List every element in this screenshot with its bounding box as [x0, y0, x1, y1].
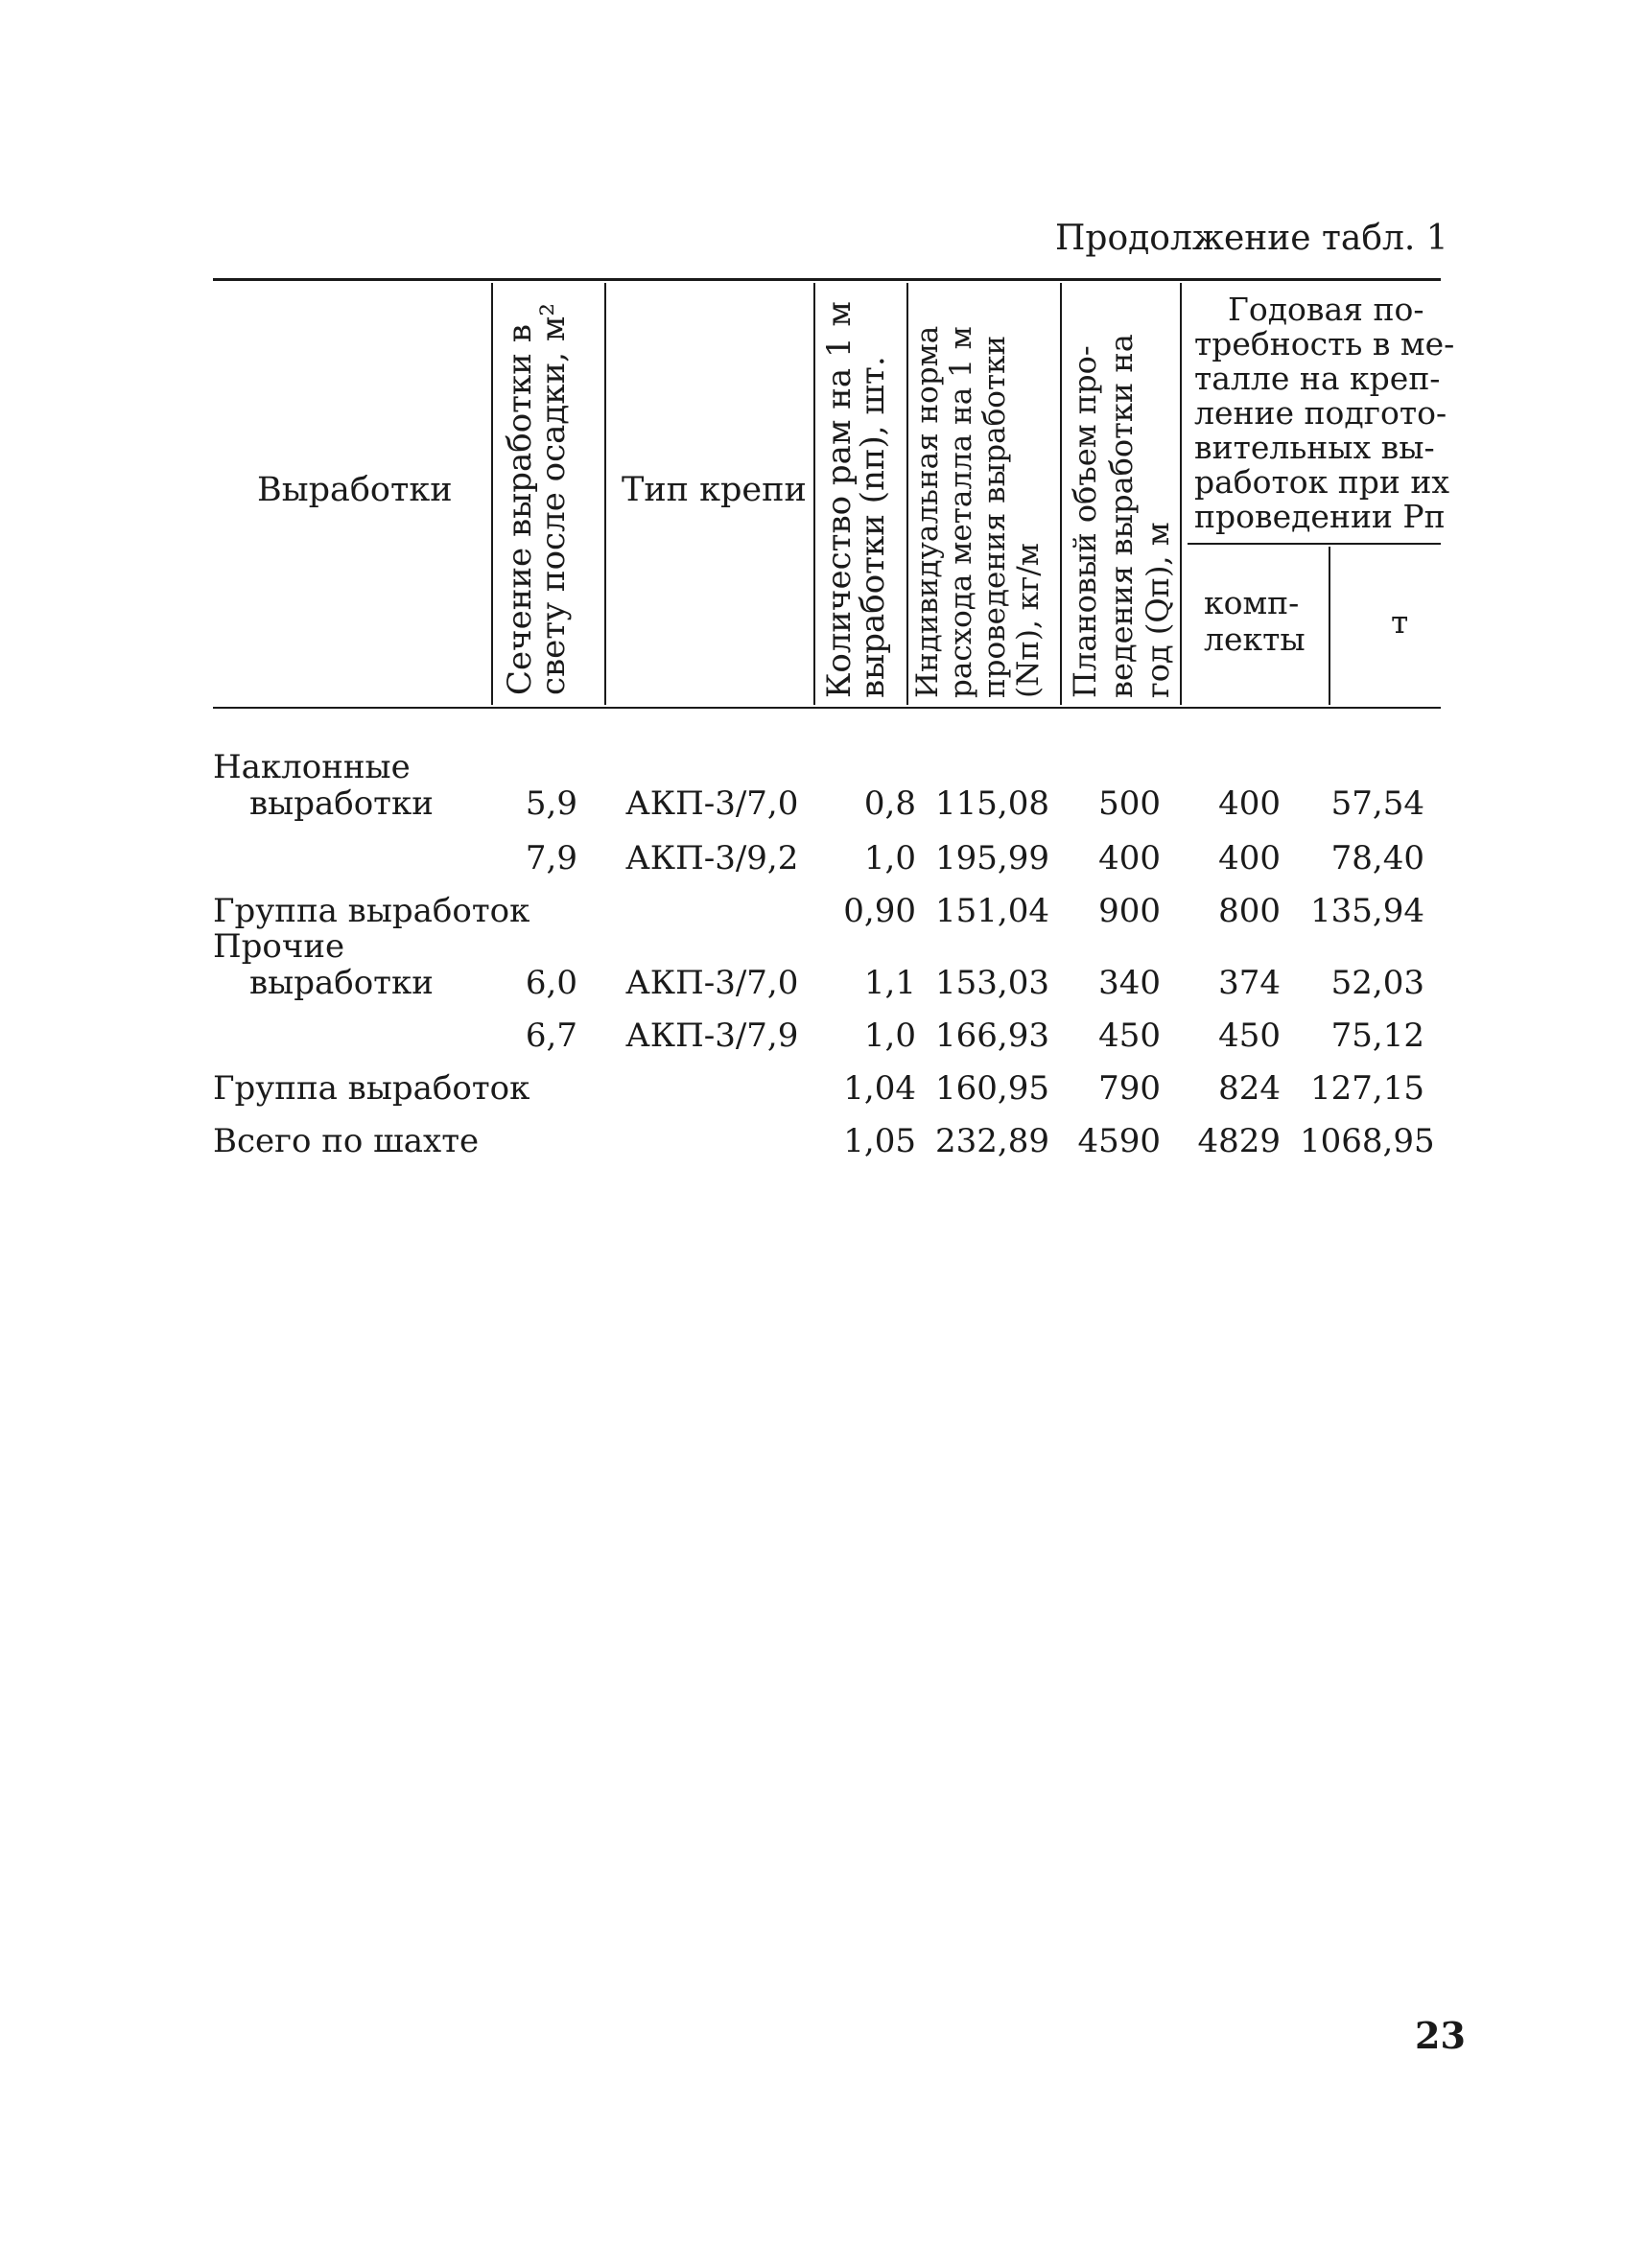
- cell-sec: 7,9: [525, 839, 577, 877]
- cell-q: 340: [1098, 964, 1161, 1002]
- col-divider: [813, 283, 815, 705]
- cell-q: 790: [1098, 1069, 1161, 1108]
- col-divider: [1060, 283, 1062, 705]
- cell-norm: 232,89: [935, 1122, 1049, 1160]
- header-sechenie-line: Сечение выработки в: [501, 324, 539, 695]
- col-divider: [1329, 547, 1330, 705]
- header-obem-line: ведения выработки на: [1103, 334, 1140, 698]
- cell-tip: АКП-3/7,9: [625, 1017, 799, 1055]
- header-godovaya-line: работок при их: [1194, 463, 1449, 501]
- cell-tip: АКП-3/9,2: [625, 839, 799, 877]
- cell-q: 400: [1098, 839, 1161, 877]
- header-sechenie: [501, 303, 573, 695]
- col-divider: [1180, 283, 1182, 705]
- header-norma-line: расхода металла на 1 м: [944, 326, 978, 698]
- cell-kompl: 450: [1218, 1017, 1281, 1055]
- header-godovaya-line: вительных вы-: [1194, 429, 1435, 466]
- cell-q: 4590: [1077, 1122, 1161, 1160]
- cell-q: 500: [1098, 784, 1161, 823]
- header-kolichestvo-line: Количество рам на 1 м: [820, 301, 859, 698]
- cell-norm: 166,93: [935, 1017, 1049, 1055]
- cell-kompl: 400: [1218, 784, 1281, 823]
- cell-n: 1,1: [863, 964, 916, 1002]
- cell-t: 52,03: [1330, 964, 1424, 1002]
- table-top-rule: [213, 278, 1441, 281]
- cell-norm: 160,95: [935, 1069, 1049, 1108]
- header-norma-line: проведения выработки: [977, 335, 1012, 698]
- header-godovaya: [1194, 292, 1454, 534]
- cell-norm: 195,99: [935, 839, 1049, 877]
- header-t: т: [1391, 603, 1409, 641]
- cell-sec: 6,7: [525, 1017, 577, 1055]
- header-bottom-rule: [213, 707, 1441, 709]
- cell-q: 450: [1098, 1017, 1161, 1055]
- cell-t: 78,40: [1330, 839, 1424, 877]
- cell-t: 127,15: [1310, 1069, 1424, 1108]
- header-godovaya-line: проведении Pп: [1194, 498, 1446, 535]
- col-divider: [604, 283, 606, 705]
- row-name: Группа выработок: [213, 892, 530, 930]
- row-name: Прочие: [213, 927, 345, 966]
- cell-n: 1,0: [863, 1017, 916, 1055]
- header-komplekty-line: лекты: [1204, 620, 1306, 658]
- row-name: Наклонные: [213, 748, 411, 786]
- cell-kompl: 800: [1218, 892, 1281, 930]
- col-divider: [906, 283, 908, 705]
- cell-sec: 6,0: [525, 964, 577, 1002]
- cell-n: 1,0: [863, 839, 916, 877]
- header-komplekty-line: комп-: [1204, 584, 1300, 621]
- cell-t: 1068,95: [1300, 1122, 1435, 1160]
- header-kolichestvo-line: выработки (nп), шт.: [854, 356, 892, 698]
- header-godovaya-line: ление подгото-: [1194, 394, 1447, 432]
- row-name: Всего по шахте: [213, 1122, 480, 1160]
- header-godovaya-line: Годовая по-: [1228, 291, 1424, 328]
- table-caption: Продолжение табл. 1: [1055, 219, 1448, 258]
- cell-tip: АКП-3/7,0: [625, 784, 799, 823]
- header-norma-line: (Nп), кг/м: [1011, 543, 1046, 698]
- godovaya-sub-rule: [1188, 543, 1441, 545]
- cell-n: 1,05: [843, 1122, 916, 1160]
- cell-sec: 5,9: [525, 784, 577, 823]
- header-obem-line: Плановый объем про-: [1067, 345, 1103, 698]
- header-norma-line: Индивидуальная норма: [910, 325, 945, 698]
- cell-t: 75,12: [1330, 1017, 1424, 1055]
- cell-kompl: 4829: [1197, 1122, 1281, 1160]
- cell-kompl: 824: [1218, 1069, 1281, 1108]
- header-obem: [1067, 334, 1176, 698]
- cell-norm: 151,04: [935, 892, 1049, 930]
- header-komplekty: [1204, 585, 1306, 658]
- header-godovaya-line: талле на креп-: [1194, 360, 1441, 397]
- cell-q: 900: [1098, 892, 1161, 930]
- row-name: Группа выработок: [213, 1069, 530, 1108]
- header-norma: [911, 326, 1046, 698]
- cell-t: 135,94: [1310, 892, 1424, 930]
- cell-norm: 153,03: [935, 964, 1049, 1002]
- cell-norm: 115,08: [935, 784, 1049, 823]
- col-divider: [491, 283, 493, 705]
- header-vyrabotki: Выработки: [257, 471, 453, 509]
- cell-tip: АКП-3/7,0: [625, 964, 799, 1002]
- cell-t: 57,54: [1330, 784, 1424, 823]
- cell-kompl: 400: [1218, 839, 1281, 877]
- cell-n: 1,04: [843, 1069, 916, 1108]
- row-name: выработки: [249, 964, 434, 1002]
- header-kolichestvo: [820, 301, 892, 698]
- header-godovaya-line: требность в ме-: [1194, 325, 1455, 362]
- cell-n: 0,90: [843, 892, 916, 930]
- cell-n: 0,8: [863, 784, 916, 823]
- header-tip-krepi: Тип крепи: [622, 471, 807, 509]
- cell-kompl: 374: [1218, 964, 1281, 1002]
- header-obem-line: год (Qп), м: [1140, 522, 1176, 698]
- header-sechenie-line: свету после осадки, м²: [534, 303, 573, 695]
- page-number: 23: [1415, 2014, 1466, 2057]
- row-name: выработки: [249, 784, 434, 823]
